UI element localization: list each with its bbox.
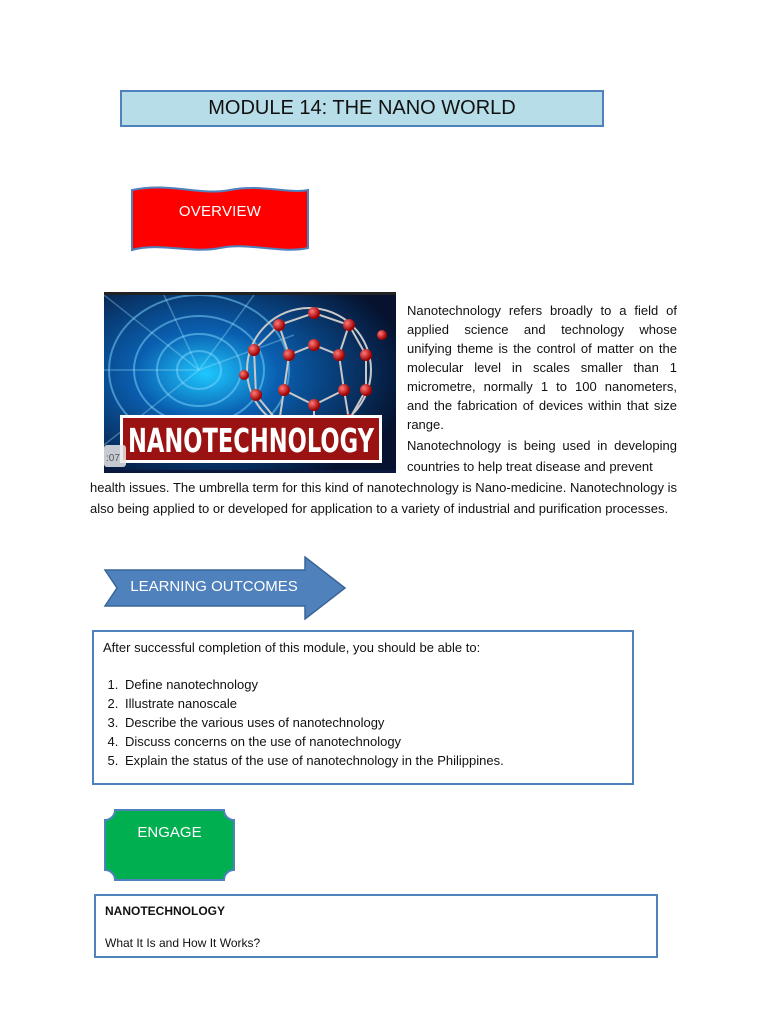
video-timestamp: :07 — [106, 453, 120, 464]
image-caption-text: NANOTECHNOLOGY — [128, 421, 375, 460]
outcomes-intro: After successful completion of this module, you should be able to: — [103, 640, 481, 655]
overview-paragraph-2-rest: health issues. The umbrella term for this kind of nanotechnology is Nano-medicine. Nanotechnology is also being applied to or developed for application to a variety of industrial and purification processes. — [90, 480, 677, 516]
learning-outcomes-box — [92, 630, 634, 785]
outcome-item: 4. Discuss concerns on the use of nanotechnology — [122, 732, 623, 751]
engage-label: ENGAGE — [137, 824, 202, 841]
engage-content-box — [94, 894, 658, 958]
engage-heading: NANOTECHNOLOGY — [105, 904, 225, 918]
outcome-item: 5. Explain the status of the use of nanotechnology in the Philippines. — [122, 751, 623, 770]
overview-label: OVERVIEW — [178, 203, 262, 220]
engage-banner — [103, 808, 236, 882]
nanotechnology-image — [104, 292, 396, 473]
learning-outcomes-banner — [103, 556, 347, 620]
outcome-item: 2. Illustrate nanoscale — [122, 694, 623, 713]
overview-flag-shape — [130, 184, 310, 256]
outcomes-list — [103, 675, 623, 770]
module-title: MODULE 14: THE NANO WORLD — [120, 90, 604, 127]
engage-badge-shape — [103, 808, 236, 882]
learning-outcomes-label: LEARNING OUTCOMES — [130, 578, 298, 595]
engage-subheading: What It Is and How It Works? — [105, 936, 261, 950]
overview-paragraph-2-start: Nanotechnology is being used in developing countries to help treat disease and prevent — [407, 438, 677, 474]
outcome-item: 3. Describe the various uses of nanotechnology — [122, 713, 623, 732]
overview-banner — [130, 184, 310, 256]
overview-paragraph-1: Nanotechnology refers broadly to a field of applied science and technology whose unifying theme is the control of matter on the molecular level in scales smaller than 1 micrometre, normally 1 to 100 nanometers, and the fabrication of devices within that size range. — [407, 303, 677, 432]
outcome-item: 1. Define nanotechnology — [122, 675, 623, 694]
